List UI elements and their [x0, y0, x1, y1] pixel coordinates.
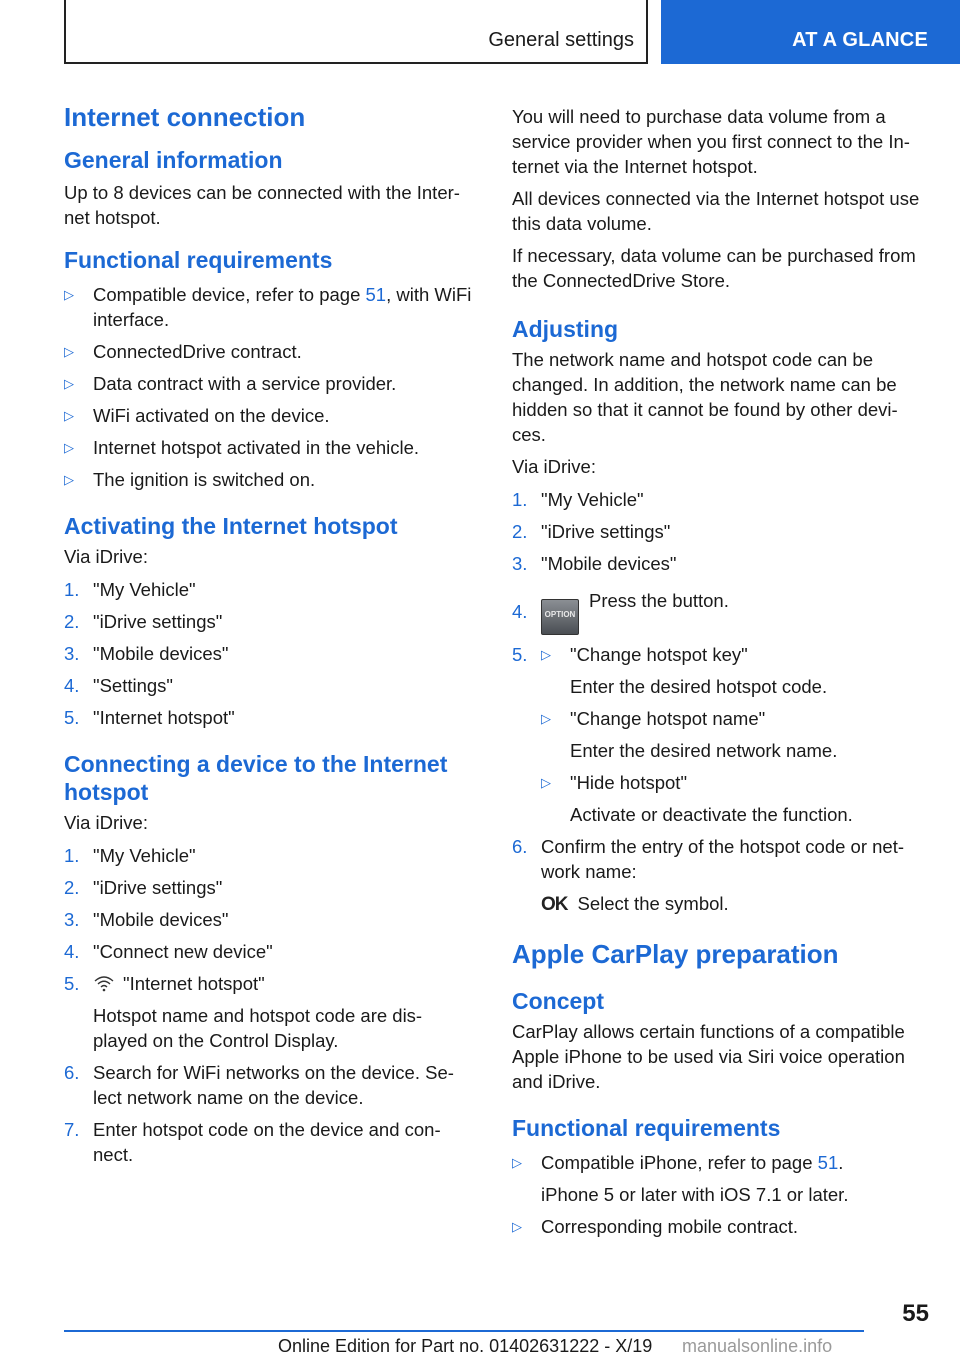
triangle-bullet-icon: ▷	[64, 376, 74, 391]
intro-paragraph: If necessary, data volume can be purchased from the ConnectedDrive Store.	[512, 245, 916, 291]
list-item: 1. "My Vehicle"	[64, 845, 196, 866]
list-item: ▷ "Change hotspot name" Enter the desired network name.	[541, 708, 838, 761]
via-idrive-text: Via iDrive:	[64, 546, 148, 567]
list-item: 4. "Settings"	[64, 675, 173, 696]
triangle-bullet-icon: ▷	[64, 472, 74, 487]
list-item: 6. Search for WiFi networks on the device. Se‐lect network name on the device.	[64, 1062, 454, 1108]
general-info-text: Up to 8 devices can be connected with the Inter‐net hotspot.	[64, 182, 460, 228]
carplay-title: Apple CarPlay preparation	[512, 939, 839, 969]
triangle-bullet-icon: ▷	[64, 440, 74, 455]
intro-paragraph: You will need to purchase data volume from a service provider when you first connect to the In‐ternet via the Internet hotspot.	[512, 106, 910, 177]
list-item: 5. ▷ "Change hotspot key" Enter the desired hotspot code. ▷ "Change hotspot name" Enter the desired network name. ▷ "Hide hotspot" Activate or deactivate the function.	[512, 642, 930, 827]
list-item: ▷ Data contract with a service provider.	[64, 373, 397, 394]
activating-steps	[64, 577, 476, 730]
option-button-icon: OPTION	[541, 599, 579, 635]
list-item: 3. "Mobile devices"	[512, 553, 677, 574]
list-item: ▷ Internet hotspot activated in the vehicle.	[64, 437, 420, 458]
ok-symbol-icon: OK	[541, 894, 568, 915]
connecting-section	[64, 750, 476, 1167]
list-item: 2. "iDrive settings"	[64, 611, 223, 632]
section-title: General settings	[488, 29, 634, 51]
wifi-icon	[93, 974, 115, 992]
carplay-section	[512, 937, 930, 1239]
carplay-requirements-list	[512, 1150, 930, 1239]
connecting-steps	[64, 843, 476, 1167]
triangle-bullet-icon: ▷	[541, 647, 551, 662]
hotspot-options-list	[541, 642, 930, 827]
list-item: ▷ Corresponding mobile contract.	[512, 1216, 799, 1237]
requirements-section	[64, 246, 476, 492]
list-item: 5. "Internet hotspot" Hotspot name and hotspot code are dis‐played on the Control Display.	[64, 971, 476, 1053]
list-item: 1. "My Vehicle"	[512, 489, 644, 510]
general-info-section	[64, 146, 476, 230]
via-idrive-text: Via iDrive:	[64, 812, 148, 833]
concept-text: CarPlay allows certain functions of a compatible Apple iPhone to be used via Siri voice operation and iDrive.	[512, 1021, 905, 1092]
list-item: 5. "Internet hotspot"	[64, 707, 235, 728]
page-number: 55	[902, 1300, 929, 1327]
triangle-bullet-icon: ▷	[64, 287, 74, 302]
header-section-box	[64, 0, 648, 64]
triangle-bullet-icon: ▷	[64, 408, 74, 423]
list-item: 6. Confirm the entry of the hotspot code or net‐work name: OK Select the symbol.	[512, 836, 904, 915]
list-item: ▷ ConnectedDrive contract.	[64, 341, 302, 362]
right-column	[512, 104, 930, 1253]
requirements-heading: Functional requirements	[64, 247, 333, 273]
general-info-heading: General information	[64, 147, 283, 173]
triangle-bullet-icon: ▷	[541, 775, 551, 790]
list-item: 2. "iDrive settings"	[64, 877, 223, 898]
list-item: 1. "My Vehicle"	[64, 579, 196, 600]
watermark: manualsonline.info	[682, 1336, 833, 1356]
page-link[interactable]: 51	[817, 1152, 839, 1173]
list-item: 2. "iDrive settings"	[512, 521, 671, 542]
list-item: 7. Enter hotspot code on the device and con‐nect.	[64, 1119, 441, 1165]
triangle-bullet-icon: ▷	[541, 711, 551, 726]
step-note: Hotspot name and hotspot code are dis‐played on the Control Display.	[93, 1005, 423, 1051]
left-column	[64, 100, 476, 1181]
adjusting-steps	[512, 487, 930, 917]
list-item: ▷ Compatible device, refer to page 51, with WiFi interface.	[64, 284, 472, 330]
intro-paragraph: All devices connected via the Internet hotspot use this data volume.	[512, 188, 920, 234]
activating-heading: Activating the Internet hotspot	[64, 513, 398, 539]
list-item: 4. OPTIONPress the button.	[512, 588, 930, 635]
requirements-list	[64, 282, 476, 492]
chapter-tab-label: AT A GLANCE	[792, 29, 928, 51]
list-item: ▷ Compatible iPhone, refer to page 51. iPhone 5 or later with iOS 7.1 or later.	[512, 1152, 849, 1205]
adjusting-text: The network name and hotspot code can be changed. In addition, the network name can be hidden so that it cannot be found by other devi‐ces.	[512, 349, 898, 445]
adjusting-section	[512, 315, 930, 917]
activating-section	[64, 512, 476, 730]
connecting-heading: Connecting a device to the Internet hotspot	[64, 751, 448, 805]
carplay-requirements-heading: Functional requirements	[512, 1115, 781, 1141]
list-item: ▷ WiFi activated on the device.	[64, 405, 330, 426]
list-item: 3. "Mobile devices"	[64, 909, 229, 930]
footer-divider	[64, 1330, 864, 1332]
page-title: Internet connection	[64, 102, 306, 132]
list-item: 4. "Connect new device"	[64, 941, 273, 962]
triangle-bullet-icon: ▷	[64, 344, 74, 359]
list-item: ▷ "Change hotspot key" Enter the desired hotspot code.	[541, 644, 828, 697]
list-item: 3. "Mobile devices"	[64, 643, 229, 664]
chapter-tab[interactable]	[661, 0, 960, 64]
adjusting-heading: Adjusting	[512, 316, 619, 342]
page-link[interactable]: 51	[365, 284, 387, 305]
footer-edition: Online Edition for Part no. 01402631222 - X/19	[278, 1336, 653, 1356]
concept-heading: Concept	[512, 988, 604, 1014]
list-item: ▷ The ignition is switched on.	[64, 469, 316, 490]
triangle-bullet-icon: ▷	[512, 1155, 522, 1170]
triangle-bullet-icon: ▷	[512, 1219, 522, 1234]
via-idrive-text: Via iDrive:	[512, 456, 596, 477]
list-item: ▷ "Hide hotspot" Activate or deactivate the function.	[541, 772, 853, 825]
